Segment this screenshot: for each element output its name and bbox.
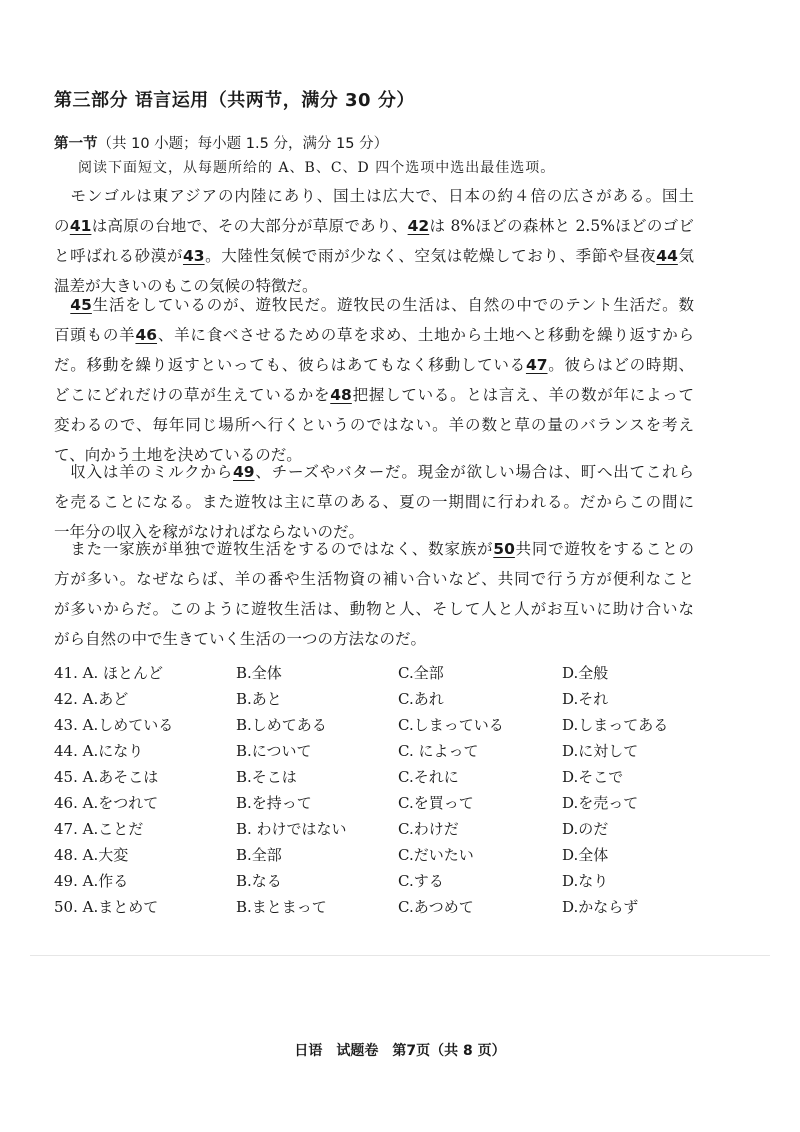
option-d: D.そこで — [562, 768, 624, 786]
passage-line: 45生活をしているのが、遊牧民だ。遊牧民の生活は、自然の中でのテント生活だ。数 — [70, 296, 694, 314]
passage-line: 方が多い。なぜならば、羊の番や生活物資の補い合いなど、共同で行う方が便利なこと — [54, 570, 694, 588]
question-row — [54, 894, 754, 920]
option-c: C.しまっている — [398, 716, 504, 734]
option-b: B.について — [236, 742, 312, 760]
option-c: C.だいたい — [398, 846, 474, 864]
question-row — [54, 842, 754, 868]
option-c: C. によって — [398, 742, 479, 760]
passage-line: がら自然の中で生きていく生活の一つの方法なのだ。 — [54, 630, 427, 648]
answer-options — [54, 660, 754, 920]
blank-44: 44 — [656, 247, 678, 265]
option-c: C.全部 — [398, 664, 444, 682]
passage-line: どこにどれだけの草が生えているかを48把握している。とは言え、羊の数が年によって — [54, 386, 694, 404]
page-footer: 日语 试题卷 第7页（共 8 页） — [294, 1043, 506, 1059]
passage-line: だ。移動を繰り返すといっても、彼らはあてもなく移動している47。彼らはどの時期、 — [54, 356, 694, 374]
passage-line: 百頭もの羊46、羊に食べさせるための草を求め、土地から土地へと移動を繰り返すから — [54, 326, 694, 344]
option-c: C.する — [398, 872, 444, 890]
option-a: 44. A.になり — [54, 742, 144, 760]
option-c: C.を買って — [398, 794, 474, 812]
option-b: B.なる — [236, 872, 282, 890]
question-row — [54, 660, 754, 686]
option-d: D.に対して — [562, 742, 639, 760]
option-c: C.それに — [398, 768, 459, 786]
option-a: 50. A.まとめて — [54, 898, 159, 916]
section-label: 第一节 — [54, 136, 98, 152]
passage-line: と呼ばれる砂漠が43。大陸性気候で雨が少なく、空気は乾燥しており、季節や昼夜44気 — [54, 247, 694, 265]
passage-line: モンゴルは東アジアの内陸にあり、国土は広大で、日本の約４倍の広さがある。国土 — [54, 187, 694, 205]
passage-line: 温差が大きいのもこの気候の特徴だ。 — [54, 277, 318, 295]
option-b: B.を持って — [236, 794, 312, 812]
question-row — [54, 686, 754, 712]
option-a: 42. A.あど — [54, 690, 129, 708]
option-d: D.それ — [562, 690, 609, 708]
blank-43: 43 — [182, 247, 205, 265]
passage-line: 収入は羊のミルクから49、チーズやバターだ。現金が欲しい場合は、町へ出てこれら — [54, 463, 694, 481]
option-d: D.全般 — [562, 664, 609, 682]
question-row — [54, 790, 754, 816]
option-b: B.そこは — [236, 768, 297, 786]
blank-46: 46 — [135, 326, 158, 344]
option-b: B.まとまって — [236, 898, 327, 916]
question-row — [54, 738, 754, 764]
blank-41: 41 — [69, 217, 92, 235]
passage-line: 一年分の収入を稼がなければならないのだ。 — [54, 523, 365, 541]
option-d: D.かならず — [562, 898, 639, 916]
section-detail: （共 10 小题；每小题 1.5 分，满分 15 分） — [97, 136, 389, 152]
blank-48: 48 — [330, 386, 352, 404]
option-b: B.しめてある — [236, 716, 327, 734]
option-a: 49. A.作る — [54, 872, 129, 890]
passage-paragraph-1 — [54, 181, 694, 301]
option-d: D.なり — [562, 872, 609, 890]
divider — [30, 955, 770, 956]
option-a: 45. A.あそこは — [54, 768, 159, 786]
blank-42: 42 — [407, 217, 430, 235]
passage-line: を売ることになる。また遊牧は主に草のある、夏の一期間に行われる。だからこの間に — [54, 493, 694, 511]
option-c: C.あれ — [398, 690, 444, 708]
passage-paragraph-2 — [54, 290, 694, 470]
option-d: D.のだ — [562, 820, 609, 838]
option-c: C.あつめて — [398, 898, 474, 916]
blank-50: 50 — [493, 540, 515, 558]
option-a: 46. A.をつれて — [54, 794, 159, 812]
option-a: 48. A.大変 — [54, 846, 129, 864]
option-a: 43. A.しめている — [54, 716, 174, 734]
question-row — [54, 816, 754, 842]
passage-line: また一家族が単独で遊牧生活をするのではなく、数家族が50共同で遊牧をすることの — [54, 540, 694, 558]
option-d: D.しまってある — [562, 716, 669, 734]
option-b: B.あと — [236, 690, 282, 708]
passage-line: の41は高原の台地で、その大部分が草原であり、42は 8%ほどの森林と 2.5%ほどのゴビ — [54, 217, 694, 235]
passage-line: て、向かう土地を決めているのだ。 — [54, 446, 302, 464]
option-a: 47. A.ことだ — [54, 820, 144, 838]
option-a: 41. A. ほとんど — [54, 664, 163, 682]
instruction: 阅读下面短文，从每题所给的 A、B、C、D 四个选项中选出最佳选项。 — [78, 160, 556, 176]
option-b: B.全体 — [236, 664, 282, 682]
option-d: D.全体 — [562, 846, 609, 864]
passage-paragraph-4 — [54, 534, 694, 654]
option-c: C.わけだ — [398, 820, 459, 838]
question-row — [54, 868, 754, 894]
blank-49: 49 — [233, 463, 255, 481]
option-b: B. わけではない — [236, 820, 347, 838]
blank-47: 47 — [525, 356, 548, 374]
passage-line: 変わるので、毎年同じ場所へ行くというのではない。羊の数と草の量のバランスを考え — [54, 416, 694, 434]
option-d: D.を売って — [562, 794, 639, 812]
question-row — [54, 764, 754, 790]
question-row — [54, 712, 754, 738]
blank-45: 45 — [70, 296, 92, 314]
passage-line: が多いからだ。このように遊牧生活は、動物と人、そして人と人がお互いに助け合いな — [54, 600, 694, 618]
option-b: B.全部 — [236, 846, 282, 864]
part-title: 第三部分 语言运用（共两节，满分 30 分） — [54, 90, 415, 111]
section-title — [54, 132, 388, 153]
